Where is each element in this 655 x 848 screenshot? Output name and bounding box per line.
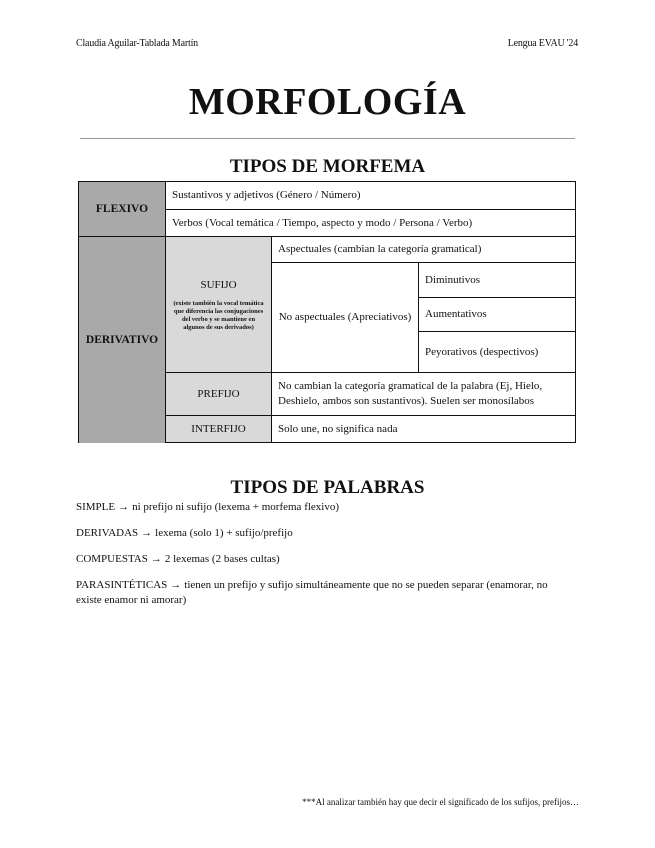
aspectuales-cell: Aspectuales (cambian la categoría gramatical) (272, 237, 576, 263)
header-author: Claudia Aguilar-Tablada Martín (76, 38, 198, 49)
morphemes-heading: TIPOS DE MORFEMA (229, 156, 426, 177)
footnote: ***Al analizar también hay que decir el significado de los sufijos, prefijos… (302, 797, 579, 807)
word-desc: 2 lexemas (2 bases cultas) (164, 553, 280, 565)
morphemes-table (78, 181, 576, 443)
aumentativos-cell: Aumentativos (419, 298, 576, 332)
words-heading: TIPOS DE PALABRAS (230, 477, 425, 498)
diminutivos-cell: Diminutivos (419, 263, 576, 298)
word-term: PARASINTÉTICAS (76, 579, 168, 591)
sufijo-note: (existe también la vocal temática que diferencia las conjugaciones del verbo y se mantiene en algunos de sus derivados) (173, 299, 264, 331)
flexivo-label: FLEXIVO (79, 182, 166, 237)
interfijo-label: INTERFIJO (166, 416, 272, 442)
word-term: DERIVADAS (76, 527, 139, 539)
arrow-icon: → (170, 579, 182, 591)
prefijo-label: PREFIJO (166, 373, 272, 416)
word-desc: lexema (solo 1) + sufijo/prefijo (155, 527, 293, 539)
word-type-derivadas (76, 526, 576, 541)
word-term: COMPUESTAS (76, 553, 148, 565)
word-type-simple (76, 500, 576, 515)
title-divider (80, 138, 575, 139)
arrow-icon: → (141, 527, 153, 539)
word-type-parasinteticas (76, 578, 576, 608)
flexivo-row-verbs: Verbos (Vocal temática / Tiempo, aspecto y modo / Persona / Verbo) (166, 210, 576, 237)
sufijo-label: SUFIJO (200, 278, 237, 291)
interfijo-desc: Solo une, no significa nada (278, 422, 398, 435)
arrow-icon: → (118, 501, 130, 513)
word-desc: ni prefijo ni sufijo (lexema + morfema flexivo) (132, 501, 340, 513)
header-course: Lengua EVAU '24 (507, 38, 578, 49)
derivativo-label: DERIVATIVO (79, 237, 166, 443)
arrow-icon: → (150, 553, 162, 565)
prefijo-desc: No cambian la categoría gramatical de la palabra (Ej, Hielo, Deshielo, ambos son sustantivos). Suelen ser monosílabos (272, 373, 576, 416)
sufijo-cell (166, 237, 272, 373)
word-desc: tienen un prefijo y sufijo simultáneamente que no se pueden separar (enamorar, no existe enamor ni amorar) (76, 579, 548, 606)
flexivo-row-nouns: Sustantivos y adjetivos (Género / Número) (166, 182, 576, 210)
word-term: SIMPLE (76, 501, 116, 513)
peyorativos-cell: Peyorativos (despectivos) (419, 332, 576, 373)
word-type-compuestas (76, 552, 576, 567)
page-title: MORFOLOGÍA (188, 81, 467, 123)
no-aspectuales-cell: No aspectuales (Apreciativos) (272, 263, 419, 373)
